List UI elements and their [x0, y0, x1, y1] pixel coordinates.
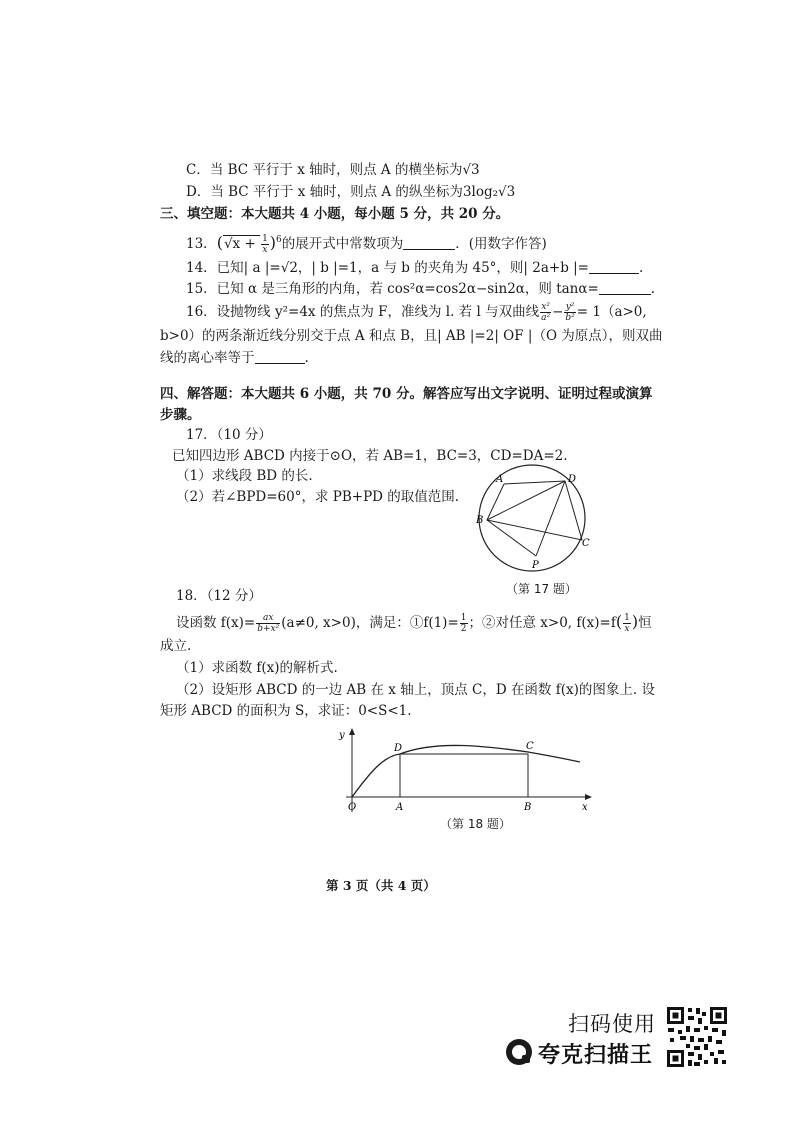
q18-part-1: （1）求函数 f(x)的解析式. [176, 660, 338, 676]
q18-part-2: （2）设矩形 ABCD 的一边 AB 在 x 轴上，顶点 C，D 在函数 f(x)的图象上. 设 [176, 682, 655, 698]
x-axis-arrow [585, 794, 592, 800]
q15-answer-blank[interactable] [599, 280, 651, 295]
q13-frac-den: x [262, 245, 268, 255]
label-b-18: B [524, 802, 532, 813]
quadrilateral-abcd [487, 481, 582, 540]
q17-caption: （第 17 题） [506, 582, 577, 596]
q18-recip-num: 1 [624, 613, 630, 623]
segment-bd [487, 481, 565, 520]
q13-sqrt-x: √x + [223, 236, 261, 252]
q18-text-a: 设函数 f(x)= [176, 615, 256, 631]
label-x: x [582, 802, 588, 813]
q14-answer-blank[interactable] [589, 259, 639, 274]
q13-number: 13． [186, 236, 217, 252]
question-14: 14．已知| a |=√2，| b |=1，a 与 b 的夹角为 45°，则| 2a+b |= . [186, 260, 644, 276]
q13-frac-num: 1 [262, 234, 268, 244]
option-d-value: 3log₂√3 [462, 184, 516, 200]
q13-power: 6 [276, 235, 282, 245]
option-d [186, 182, 515, 202]
function-curve [352, 745, 580, 797]
q16-x2: x² [541, 302, 550, 312]
option-d-text: D．当 BC 平行于 x 轴时，则点 A 的纵坐标为 [186, 184, 463, 200]
q18-recip-den: x [624, 624, 630, 634]
q17-body: 已知四边形 ABCD 内接于⊙O，若 AB=1，BC=3，CD=DA=2. [172, 448, 568, 464]
q16-a2: a² [541, 313, 551, 323]
q18-half-den: 2 [460, 624, 467, 634]
label-c: C [582, 538, 590, 549]
segment-dp [536, 481, 565, 556]
label-c-18: C [526, 741, 534, 752]
scan-to-use-text: 扫码使用 [568, 1012, 656, 1036]
q17-part-1: （1）求线段 BD 的长. [176, 468, 313, 484]
label-y: y [339, 730, 345, 741]
question-13: 13．(√x + $\frac{1}{x}$ )$^6$的展开式中常数项为 ．(用数字作答) [186, 233, 547, 255]
q16-text-a: 16．设抛物线 y²=4x 的焦点为 F，准线为 l. 若 l 与双曲线 [186, 304, 540, 320]
q13-text: 的展开式中常数项为 [281, 236, 404, 252]
q18-part-2-cont: 矩形 ABCD 的面积为 S，求证：0<S<1. [160, 703, 412, 719]
section-3-heading: 三、填空题：本大题共 4 小题，每小题 5 分，共 20 分。 [160, 206, 510, 222]
q18-half-num: 1 [460, 613, 467, 623]
q18-frac-num: ax [256, 613, 280, 624]
label-o: O [348, 802, 357, 813]
y-axis-arrow [349, 728, 355, 735]
q16-frac-x [540, 302, 551, 323]
q18-body-cont: 成立. [160, 638, 192, 654]
q15-text: 15．已知 α 是三角形的内角，若 cos²α=cos2α−sin2α，则 tanα= [186, 281, 599, 297]
q18-caption: （第 18 题） [440, 817, 511, 831]
q18-text-c: ；②对任意 x>0, f(x)=f [468, 615, 616, 631]
q16-text-d: 线的离心率等于 [160, 350, 255, 366]
q18-frac-den: b+x² [257, 624, 280, 634]
q18-heading: 18．（12 分） [176, 588, 262, 604]
label-a-18: A [396, 802, 404, 813]
option-c-value: √3 [462, 162, 480, 178]
q16-line-3: 线的离心率等于 . [160, 350, 309, 366]
label-d-18: D [394, 743, 403, 754]
label-p: P [532, 560, 539, 571]
label-a: A [496, 474, 504, 485]
q18-text-b: (a≠0, x>0)，满足：①f(1)= [281, 615, 459, 631]
q16-b2: b² [565, 313, 575, 323]
q18-half [460, 613, 468, 634]
label-d: D [568, 474, 577, 485]
quark-logo-icon [506, 1039, 532, 1065]
q16-minus: − [552, 304, 564, 320]
option-c [186, 160, 480, 180]
figure-18-graph [336, 726, 600, 816]
q16-answer-blank[interactable] [255, 349, 305, 364]
qr-code-icon[interactable] [666, 1006, 728, 1068]
q16-line-2: b>0）的两条渐近线分别交于点 A 和点 B，且| AB |=2| OF |（O 为原点），则双曲 [160, 328, 663, 344]
q16-y2: y² [565, 302, 575, 312]
q18-body: 设函数 f(x)= $\frac{ax}{\text{b+x²}}$ (a≠0, x>0)，满足：①f(1)= $\frac{1}{2}$ ；②对任意 x>0, f(x)=f( $\frac{1}{x}$ )恒 [176, 612, 652, 634]
question-16 [186, 302, 647, 323]
q13-answer-blank[interactable] [403, 235, 455, 250]
q16-text-b: = 1（a>0, [576, 304, 647, 320]
figure-17-circle [470, 464, 600, 580]
section-4-heading-cont: 步骤。 [160, 407, 201, 423]
q13-fraction [261, 234, 269, 255]
question-15: 15．已知 α 是三角形的内角，若 cos²α=cos2α−sin2α，则 tanα= . [186, 281, 656, 297]
q18-fraction [256, 613, 280, 634]
q17-part-2: （2）若∠BPD=60°，求 PB+PD 的取值范围. [176, 489, 460, 505]
q17-heading: 17．（10 分） [186, 427, 272, 443]
q14-text: 14．已知| a |=√2，| b |=1，a 与 b 的夹角为 45°，则| 2a+b |= [186, 260, 589, 276]
label-b: B [476, 515, 484, 526]
quark-scanner-brand: 夸克扫描王 [538, 1043, 654, 1068]
q13-tail: ．(用数字作答) [455, 236, 547, 252]
rectangle-abcd [400, 754, 528, 797]
q18-recip [623, 613, 631, 634]
option-c-text: C．当 BC 平行于 x 轴时，则点 A 的横坐标为 [186, 162, 463, 178]
page-footer: 第 3 页（共 4 页） [326, 878, 436, 893]
q16-frac-y [564, 302, 575, 323]
section-4-heading: 四、解答题：本大题共 6 小题，共 70 分。解答应写出文字说明、证明过程或演算 [160, 386, 653, 402]
q18-text-d: 恒 [638, 615, 652, 631]
